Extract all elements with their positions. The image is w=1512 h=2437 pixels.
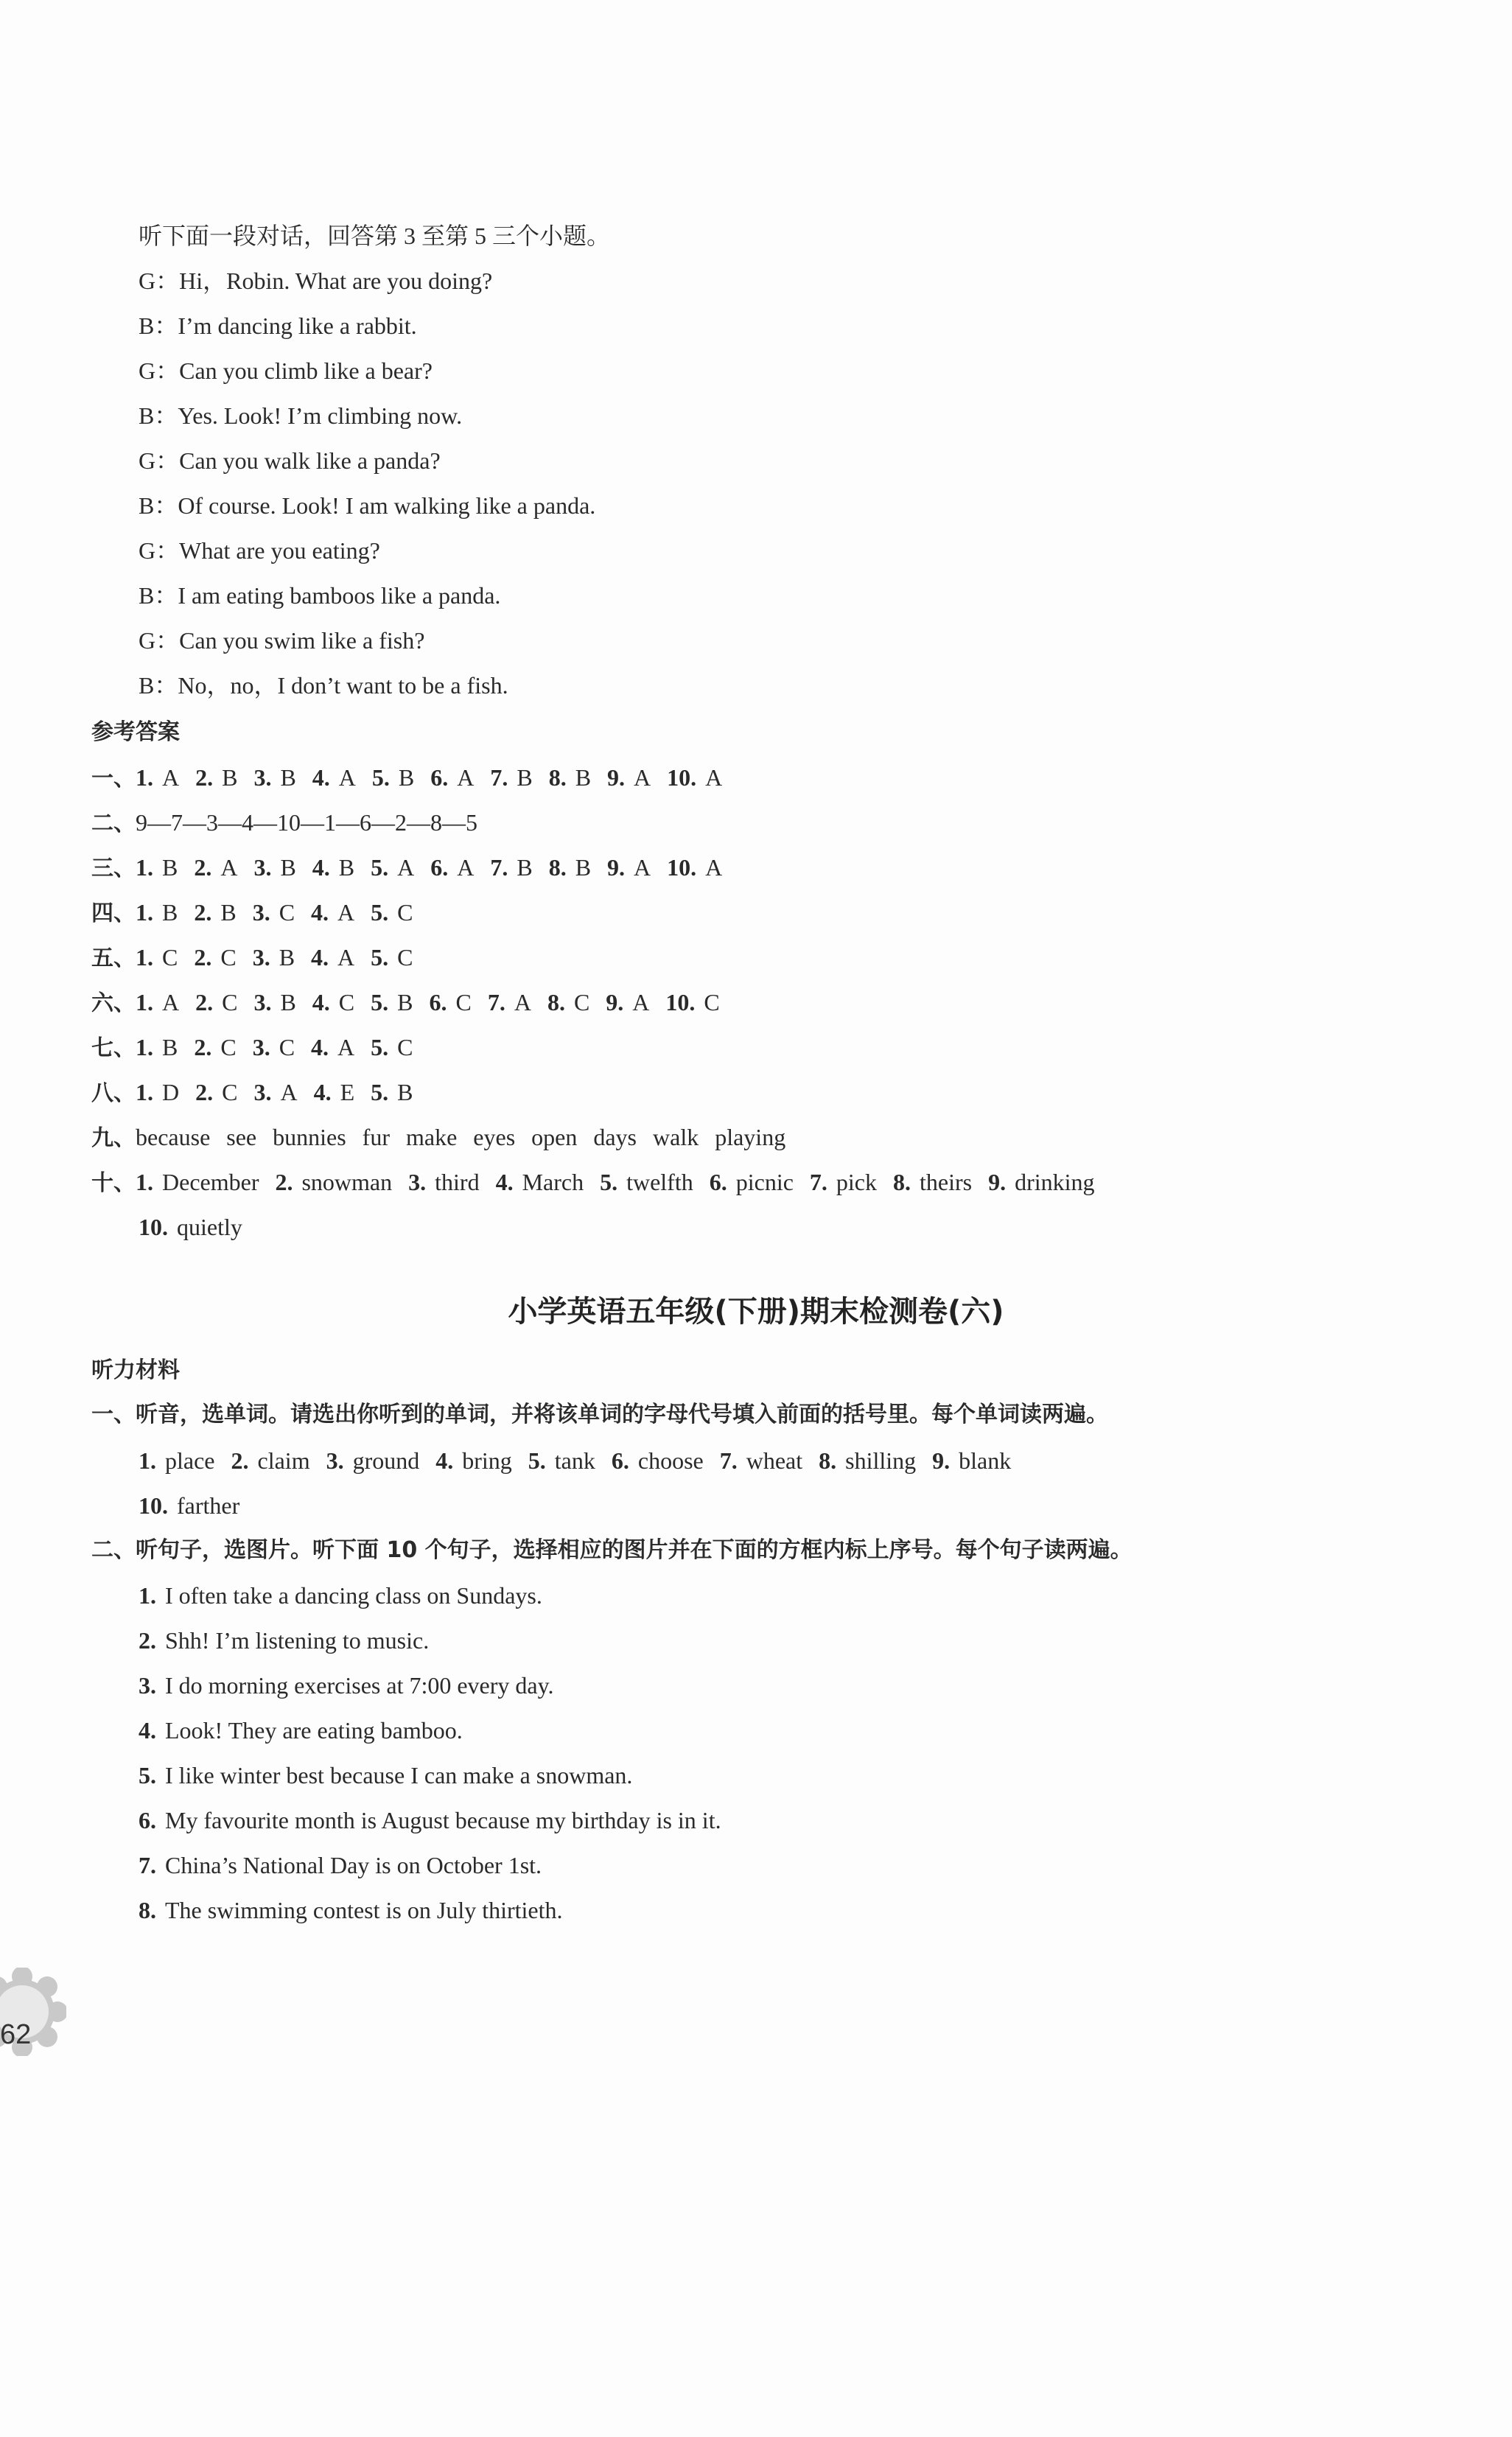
dialogue-line: B：I’m dancing like a rabbit.	[139, 312, 417, 339]
answer-number: 3.	[253, 854, 272, 881]
answer-row	[91, 898, 429, 929]
sentence-number: 2.	[139, 1627, 156, 1654]
answer-number: 2.	[194, 1034, 212, 1060]
sentence-item	[139, 1671, 554, 1700]
answer-number: 10.	[667, 854, 697, 881]
answer-row	[91, 987, 736, 1018]
answer-word: make	[405, 1124, 458, 1150]
answer-value: A	[337, 944, 355, 971]
answer-word: see	[226, 1124, 257, 1150]
answer-number: 4.	[312, 989, 330, 1015]
answer-value: December	[162, 1169, 259, 1195]
answer-value: March	[522, 1169, 584, 1195]
answer-value: B	[279, 944, 295, 971]
answer-word: bunnies	[273, 1124, 346, 1150]
answer-row	[91, 763, 738, 794]
answer-value: C	[338, 989, 355, 1015]
answer-sequence: 9—7—3—4—10—1—6—2—8—5	[136, 809, 477, 836]
word-number: 5.	[528, 1447, 546, 1474]
answer-row-label: 五、	[91, 945, 136, 971]
word: farther	[177, 1492, 240, 1519]
answer-value: B	[220, 899, 237, 926]
sentence-text: I often take a dancing class on Sundays.	[165, 1582, 542, 1609]
answer-number: 10.	[139, 1214, 168, 1240]
answer-row-label: 六、	[91, 990, 136, 1016]
word: tank	[554, 1447, 595, 1474]
answer-value: C	[573, 989, 590, 1015]
answer-row-label: 十、	[91, 1170, 136, 1196]
answer-number: 8.	[547, 989, 565, 1015]
answer-number: 1.	[136, 944, 153, 971]
answer-number: 3.	[253, 764, 272, 791]
page-number: 62	[0, 2019, 32, 2050]
dialogue-line: G：What are you eating?	[139, 537, 380, 564]
sentence-item	[139, 1805, 721, 1835]
answer-value: A	[397, 854, 415, 881]
answer-value: A	[337, 1034, 355, 1060]
answer-value: snowman	[301, 1169, 393, 1195]
answer-number: 9.	[607, 854, 626, 881]
answer-value: B	[338, 854, 355, 881]
sentence-number: 3.	[139, 1672, 156, 1699]
sentence-item	[139, 1626, 429, 1655]
word-number: 7.	[719, 1447, 738, 1474]
answer-value: A	[280, 1079, 298, 1105]
answer-number: 9.	[606, 989, 624, 1015]
answer-number: 7.	[487, 989, 505, 1015]
answer-value: C	[397, 1034, 413, 1060]
answer-word: walk	[653, 1124, 699, 1150]
answer-word: open	[531, 1124, 578, 1150]
answer-number: 3.	[408, 1169, 427, 1195]
word-number: 6.	[611, 1447, 629, 1474]
answer-value: B	[517, 764, 533, 791]
sentence-item	[139, 1761, 632, 1790]
answer-number: 3.	[253, 1079, 272, 1105]
dialogue-line: B：I am eating bamboos like a panda.	[139, 582, 501, 609]
sentence-text: I like winter best because I can make a snowman.	[165, 1762, 633, 1789]
sentence-number: 5.	[139, 1762, 156, 1789]
answer-value: B	[397, 989, 413, 1015]
answer-row-cont	[139, 1212, 259, 1242]
sentence-text: The swimming contest is on July thirtieth.	[165, 1897, 563, 1923]
answer-value: A	[705, 764, 723, 791]
sentence-item	[139, 1895, 563, 1925]
answer-number: 8.	[548, 764, 567, 791]
answer-value: D	[162, 1079, 180, 1105]
answer-number: 10.	[667, 764, 697, 791]
dialogue-line: B：No，no，I don’t want to be a fish.	[139, 672, 508, 699]
answer-word: playing	[715, 1124, 786, 1150]
answer-value: B	[517, 854, 533, 881]
answer-number: 6.	[709, 1169, 727, 1195]
answer-value: A	[337, 899, 355, 926]
answer-row-label: 二、	[91, 811, 136, 836]
word: wheat	[746, 1447, 803, 1474]
answer-number: 3.	[252, 1034, 270, 1060]
answer-value: third	[435, 1169, 480, 1195]
answer-number: 5.	[371, 854, 389, 881]
answer-row-label: 七、	[91, 1035, 136, 1061]
word-number: 2.	[231, 1447, 249, 1474]
test-title: 小学英语五年级(下册)期末检测卷(六)	[508, 1295, 1004, 1329]
answer-value: C	[455, 989, 472, 1015]
answer-value: A	[705, 854, 723, 881]
answer-number: 10.	[665, 989, 696, 1015]
word: choose	[637, 1447, 704, 1474]
answer-word: eyes	[473, 1124, 516, 1150]
answer-value: C	[222, 1079, 238, 1105]
answer-value: quietly	[177, 1214, 242, 1240]
dialogue-line: G：Can you swim like a fish?	[139, 627, 425, 654]
answer-word: days	[593, 1124, 637, 1150]
answer-row-label: 四、	[91, 901, 136, 926]
dialogue-intro: 听下面一段对话，回答第 3 至第 5 三个小题。	[139, 223, 611, 249]
answer-number: 9.	[988, 1169, 1007, 1195]
sentence-item	[139, 1716, 463, 1745]
part1-instruction: 一、听音，选单词。请选出你听到的单词，并将该单词的字母代号填入前面的括号里。每个单词读两遍。	[91, 1402, 1108, 1427]
answer-number: 2.	[275, 1169, 293, 1195]
answer-value: B	[398, 764, 415, 791]
answer-value: theirs	[920, 1169, 973, 1195]
answer-value: A	[457, 854, 475, 881]
answer-row-label: 一、	[91, 766, 136, 791]
answer-number: 5.	[371, 1034, 389, 1060]
answer-row-label: 三、	[91, 856, 136, 881]
answer-value: B	[280, 764, 296, 791]
answer-value: pick	[836, 1169, 877, 1195]
answer-word: because	[136, 1124, 211, 1150]
part1-word-list	[139, 1446, 1027, 1475]
answer-number: 4.	[312, 854, 330, 881]
answers-heading: 参考答案	[91, 719, 180, 745]
dialogue-line: B：Yes. Look! I’m climbing now.	[139, 402, 463, 429]
dialogue-line: G：Can you climb like a bear?	[139, 357, 433, 384]
answer-value: C	[220, 1034, 237, 1060]
answer-row	[91, 1122, 802, 1153]
answer-value: C	[222, 989, 238, 1015]
answer-value: B	[280, 854, 296, 881]
answer-number: 2.	[194, 854, 212, 881]
answer-value: C	[279, 899, 295, 926]
part1-word-list-cont	[139, 1491, 256, 1520]
answer-number: 7.	[490, 764, 508, 791]
answer-value: B	[162, 1034, 178, 1060]
answer-number: 1.	[136, 989, 153, 1015]
sentence-text: Shh! I’m listening to music.	[165, 1627, 430, 1654]
answer-row-label: 八、	[91, 1080, 136, 1106]
sentence-number: 4.	[139, 1717, 156, 1744]
dialogue-line: G：Hi，Robin. What are you doing?	[139, 268, 493, 294]
answer-value: A	[338, 764, 356, 791]
answer-row-label: 九、	[91, 1125, 136, 1151]
word: shilling	[845, 1447, 917, 1474]
answer-number: 4.	[312, 764, 330, 791]
word: bring	[462, 1447, 512, 1474]
answer-value: E	[340, 1079, 355, 1105]
sentence-text: I do morning exercises at 7:00 every day.	[165, 1672, 554, 1699]
materials-heading: 听力材料	[91, 1357, 180, 1383]
answer-value: B	[222, 764, 238, 791]
answer-row	[91, 808, 494, 839]
sentence-text: Look! They are eating bamboo.	[165, 1717, 463, 1744]
answer-value: A	[634, 854, 651, 881]
answer-value: drinking	[1015, 1169, 1095, 1195]
answer-number: 8.	[548, 854, 567, 881]
answer-number: 5.	[371, 989, 389, 1015]
answer-value: C	[704, 989, 720, 1015]
answer-value: B	[575, 854, 592, 881]
answer-number: 1.	[136, 1079, 153, 1105]
sentence-number: 7.	[139, 1852, 156, 1878]
answer-number: 5.	[600, 1169, 618, 1195]
sentence-text: China’s National Day is on October 1st.	[165, 1852, 542, 1878]
sentence-item	[139, 1581, 542, 1610]
sentence-number: 1.	[139, 1582, 156, 1609]
answer-value: B	[397, 1079, 413, 1105]
answer-number: 3.	[252, 899, 270, 926]
answer-value: A	[634, 764, 651, 791]
answer-number: 6.	[430, 854, 449, 881]
answer-value: B	[162, 854, 178, 881]
dialogue-line: B：Of course. Look! I am walking like a panda.	[139, 492, 596, 519]
word-number: 9.	[932, 1447, 951, 1474]
answer-number: 6.	[429, 989, 447, 1015]
answer-number: 4.	[311, 1034, 329, 1060]
answer-number: 4.	[311, 944, 329, 971]
word: blank	[959, 1447, 1012, 1474]
answer-number: 1.	[136, 1169, 153, 1195]
word: claim	[257, 1447, 310, 1474]
word-number: 4.	[435, 1447, 454, 1474]
answer-number: 5.	[371, 944, 389, 971]
answer-number: 3.	[253, 989, 272, 1015]
answer-row	[91, 1032, 429, 1063]
answer-value: C	[397, 899, 413, 926]
answer-value: A	[514, 989, 531, 1015]
answer-value: A	[632, 989, 650, 1015]
answer-number: 4.	[311, 899, 329, 926]
answer-value: A	[220, 854, 238, 881]
sentence-item	[139, 1850, 542, 1880]
answer-number: 5.	[371, 1079, 389, 1105]
sentence-number: 8.	[139, 1897, 156, 1923]
word-number: 3.	[326, 1447, 344, 1474]
answer-value: A	[162, 764, 180, 791]
word-number: 10.	[139, 1492, 168, 1519]
answer-number: 1.	[136, 899, 153, 926]
answer-number: 1.	[136, 764, 153, 791]
answer-number: 2.	[194, 944, 212, 971]
word: ground	[352, 1447, 420, 1474]
answer-row	[91, 853, 738, 884]
answer-row	[91, 943, 429, 973]
answer-number: 4.	[313, 1079, 332, 1105]
answer-number: 6.	[430, 764, 449, 791]
answer-number: 5.	[371, 764, 390, 791]
answer-number: 4.	[495, 1169, 514, 1195]
answer-value: B	[280, 989, 296, 1015]
answer-number: 2.	[195, 989, 214, 1015]
answer-number: 7.	[490, 854, 508, 881]
answer-number: 2.	[195, 1079, 214, 1105]
answer-number: 2.	[194, 899, 212, 926]
answer-row	[91, 1167, 1111, 1198]
answer-value: A	[162, 989, 180, 1015]
word-number: 8.	[819, 1447, 837, 1474]
answer-number: 8.	[893, 1169, 911, 1195]
word-number: 1.	[139, 1447, 156, 1474]
dialogue-line: G：Can you walk like a panda?	[139, 447, 441, 474]
answer-number: 5.	[371, 899, 389, 926]
answer-value: B	[575, 764, 592, 791]
answer-number: 7.	[809, 1169, 827, 1195]
answer-number: 1.	[136, 854, 153, 881]
answer-number: 3.	[252, 944, 270, 971]
answer-number: 1.	[136, 1034, 153, 1060]
part2-instruction: 二、听句子，选图片。听下面 10 个句子，选择相应的图片并在下面的方框内标上序号。每个句子读两遍。	[91, 1537, 1133, 1563]
answer-value: A	[457, 764, 475, 791]
answer-value: C	[279, 1034, 295, 1060]
answer-value: C	[220, 944, 237, 971]
answer-number: 9.	[607, 764, 626, 791]
answer-number: 2.	[195, 764, 214, 791]
answer-value: C	[397, 944, 413, 971]
sentence-number: 6.	[139, 1807, 156, 1833]
sentence-text: My favourite month is August because my birthday is in it.	[165, 1807, 721, 1833]
answer-value: twelfth	[626, 1169, 693, 1195]
answer-word: fur	[362, 1124, 390, 1150]
answer-value: B	[162, 899, 178, 926]
answer-value: C	[162, 944, 178, 971]
answer-row	[91, 1077, 429, 1108]
word: place	[165, 1447, 215, 1474]
answer-value: picnic	[735, 1169, 794, 1195]
